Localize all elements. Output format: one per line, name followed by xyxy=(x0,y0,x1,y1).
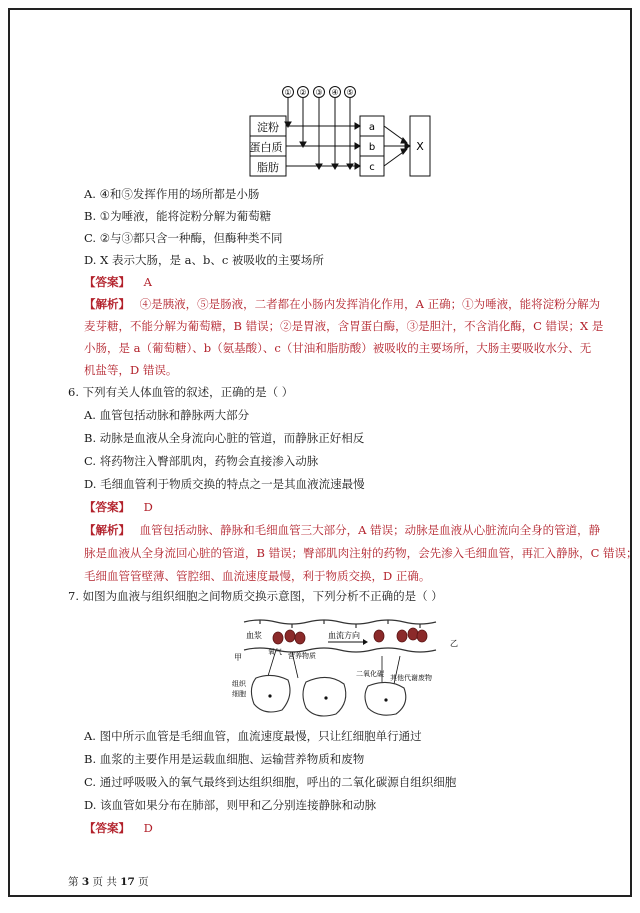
absorb-arrows xyxy=(384,126,410,166)
num-4: ④ xyxy=(331,88,339,97)
page-number: 3 xyxy=(81,876,90,888)
q6-option-b: B. 动脉是血液从全身流向心脏的管道，而静脉正好相反 xyxy=(84,431,365,445)
label-flow: 血流方向 xyxy=(328,631,360,640)
q6-analysis-line-3: 毛细血管管壁薄、管腔细、血流速度最慢，利于物质交换，D 正确。 xyxy=(84,569,431,583)
document-page xyxy=(8,8,638,897)
nutrient-box xyxy=(250,116,287,176)
q5-option-d: D. X 表示大肠，是 a、b、c 被吸收的主要场所 xyxy=(84,253,324,267)
analysis-label: 【解析】 xyxy=(84,523,130,537)
label-co2: 二氧化碳 xyxy=(356,670,384,678)
product-b: b xyxy=(368,142,376,153)
q5-option-c: C. ②与③都只含一种酶，但酶种类不同 xyxy=(84,231,283,245)
product-box xyxy=(360,116,384,176)
num-1: ① xyxy=(284,88,292,97)
q7-option-d: D. 该血管如果分布在肺部，则甲和乙分别连接静脉和动脉 xyxy=(84,798,377,812)
answer-label: 【答案】 xyxy=(84,821,130,835)
answer-value: D xyxy=(143,821,153,835)
label-waste: 其他代谢废物 xyxy=(390,674,432,682)
label-nutrients: 营养物质 xyxy=(288,652,316,660)
q5-analysis-line-4: 机盐等，D 错误。 xyxy=(84,363,178,377)
answer-label: 【答案】 xyxy=(84,500,130,514)
num-5: ⑤ xyxy=(346,88,354,97)
nutrient-fat: 脂肪 xyxy=(257,161,279,174)
nutrient-protein: 蛋白质 xyxy=(249,141,283,154)
q6-title: 6. 下列有关人体血管的叙述，正确的是（ ） xyxy=(68,385,294,399)
page-total: 17 xyxy=(120,876,135,888)
q7-option-c: C. 通过呼吸吸入的氧气最终到达组织细胞，呼出的二氧化碳源自组织细胞 xyxy=(84,775,457,789)
q6-option-d: D. 毛细血管利于物质交换的特点之一是其血液流速最慢 xyxy=(84,477,365,491)
q5-option-a: A. ④和⑤发挥作用的场所都是小肠 xyxy=(84,187,260,201)
q7-option-b: B. 血浆的主要作用是运载血细胞、运输营养物质和废物 xyxy=(84,752,365,766)
q5-analysis-line-1: 【解析】 ④是胰液，⑤是肠液，二者都在小肠内发挥消化作用，A 正确；①为唾液，能将淀粉分解为 xyxy=(84,297,601,311)
q7-option-a: A. 图中所示血管是毛细血管，血流速度最慢，只让红细胞单行通过 xyxy=(84,729,422,743)
product-a: a xyxy=(368,122,376,133)
flow-arrows xyxy=(286,123,360,169)
num-3: ③ xyxy=(315,88,323,97)
answer-value: A xyxy=(143,275,152,289)
product-c: c xyxy=(369,162,375,173)
q6-option-c: C. 将药物注入臀部肌肉，药物会直接渗入动脉 xyxy=(84,454,319,468)
answer-label: 【答案】 xyxy=(84,275,130,289)
analysis-label: 【解析】 xyxy=(84,297,130,311)
label-tissue-2: 细胞 xyxy=(232,690,246,698)
q7-answer xyxy=(84,820,153,836)
number-circles xyxy=(283,87,356,98)
digestion-diagram xyxy=(236,82,436,182)
page-footer: 第 3 页 共 17 页 xyxy=(68,876,149,888)
answer-value: D xyxy=(143,500,153,514)
target-x: X xyxy=(416,140,424,153)
q5-analysis-line-2: 麦芽糖，不能分解为葡萄糖，B 错误；②是胃液，含胃蛋白酶，③是胆汁，不含消化酶，C 错误；X 是 xyxy=(84,319,604,333)
enzyme-arrows xyxy=(285,98,353,169)
q6-analysis-line-2: 脉是血液从全身流回心脏的管道，B 错误；臀部肌肉注射的药物，会先渗入毛细血管，再汇入静脉，C 错误； xyxy=(84,546,638,560)
q6-option-a: A. 血管包括动脉和静脉两大部分 xyxy=(84,408,250,422)
q7-title: 7. 如图为血液与组织细胞之间物质交换示意图，下列分析不正确的是（ ） xyxy=(68,589,443,603)
q5-answer xyxy=(84,274,152,290)
q6-answer xyxy=(84,499,153,515)
q5-option-b: B. ①为唾液，能将淀粉分解为葡萄糖 xyxy=(84,209,272,223)
label-oxygen: 氧气 xyxy=(268,648,282,656)
q5-analysis-line-3: 小肠，是 a（葡萄糖）、b（氨基酸）、c（甘油和脂肪酸）被吸收的主要场所，大肠主要吸收水分、无 xyxy=(84,341,592,355)
tissue-cells xyxy=(251,675,405,716)
q6-analysis-line-1: 【解析】 血管包括动脉、静脉和毛细血管三大部分，A 错误；动脉是血液从心脏流向全身的管道，静 xyxy=(84,523,601,537)
label-jia: 甲 xyxy=(234,653,242,662)
cell-nuclei xyxy=(268,694,387,701)
label-plasma: 血浆 xyxy=(246,631,262,640)
label-yi: 乙 xyxy=(450,639,458,648)
capillary-diagram xyxy=(232,616,464,724)
nutrient-starch: 淀粉 xyxy=(257,121,279,134)
num-2: ② xyxy=(299,88,307,97)
label-tissue-1: 组织 xyxy=(232,680,246,688)
